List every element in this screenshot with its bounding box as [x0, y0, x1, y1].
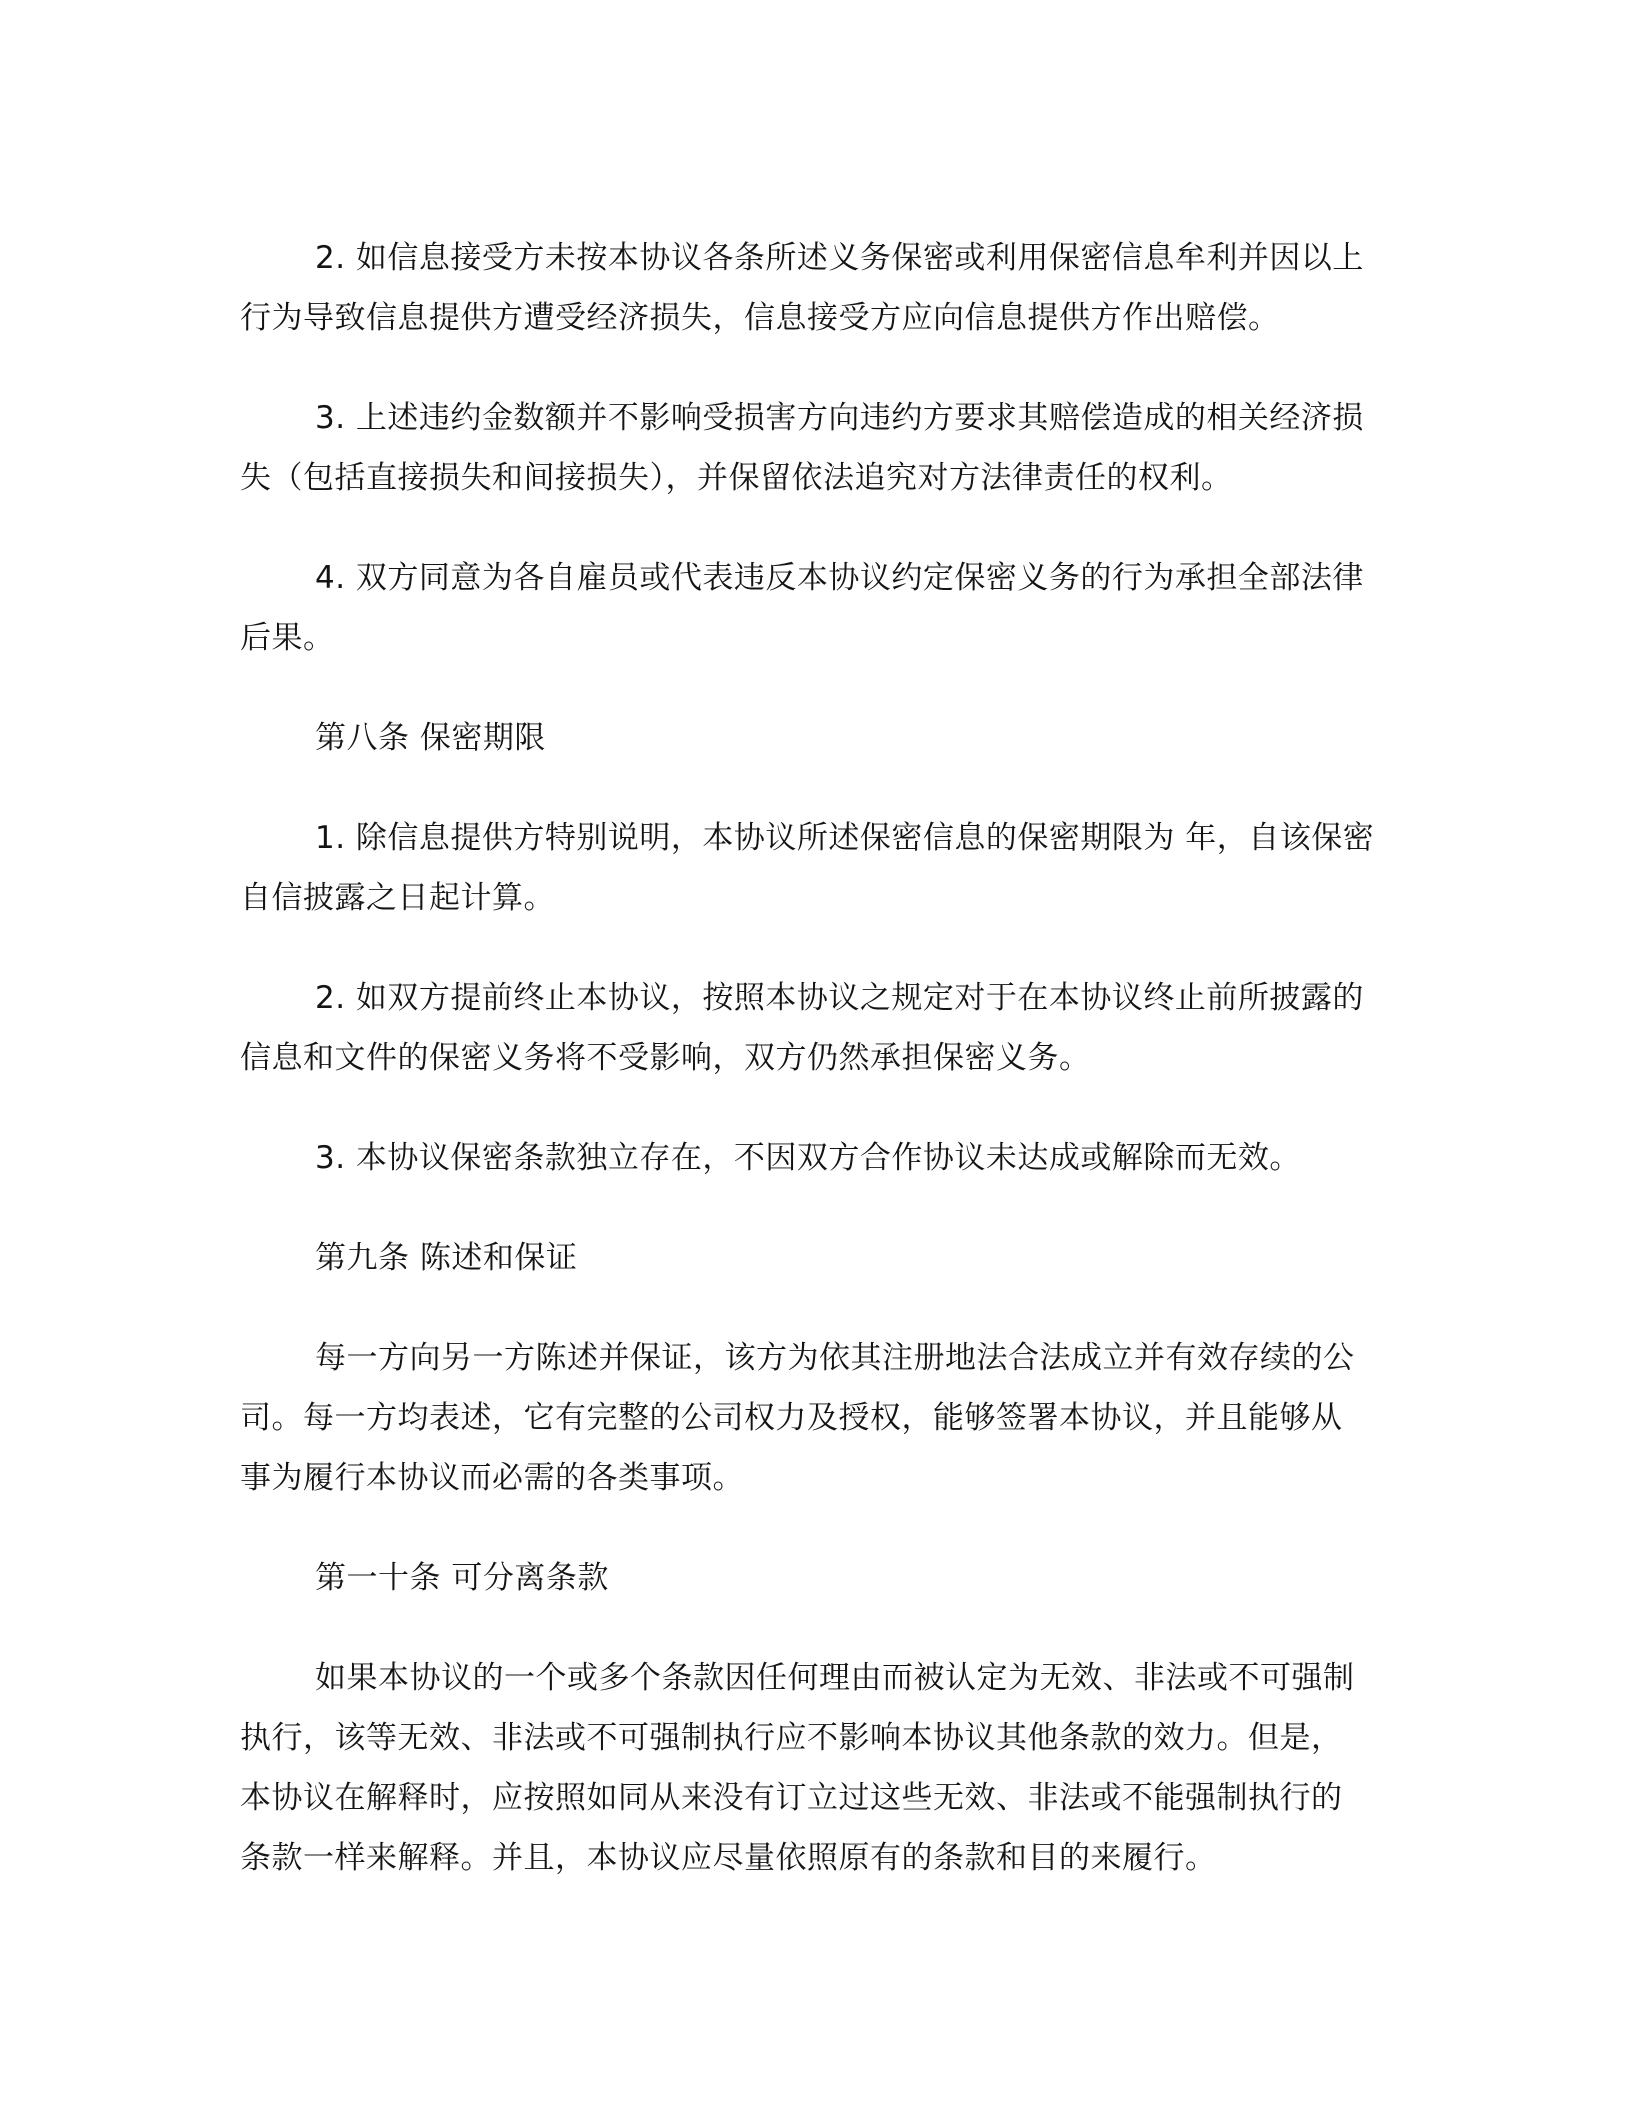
paragraph-line: 本协议在解释时，应按照如同从来没有订立过这些无效、非法或不能强制执行的 — [240, 1780, 1343, 1816]
article-8-heading — [240, 708, 1390, 768]
clause-7-item-2 — [240, 228, 1390, 348]
article-9-body — [240, 1328, 1390, 1508]
paragraph-line: 执行，该等无效、非法或不可强制执行应不影响本协议其他条款的效力。但是， — [240, 1720, 1343, 1756]
paragraph-line: 后果。 — [240, 620, 335, 656]
paragraph-line: 司。每一方均表述，它有完整的公司权力及授权，能够签署本协议，并且能够从 — [240, 1400, 1343, 1436]
paragraph-line: 2. 如双方提前终止本协议，按照本协议之规定对于在本协议终止前所披露的 — [315, 980, 1364, 1016]
paragraph-line: 3. 上述违约金数额并不影响受损害方向违约方要求其赔偿造成的相关经济损 — [315, 400, 1364, 436]
section-heading: 第一十条 可分离条款 — [315, 1560, 609, 1596]
article-8-item-3 — [240, 1128, 1390, 1188]
section-heading: 第八条 保密期限 — [315, 720, 546, 756]
article-8-item-1 — [240, 808, 1390, 928]
clause-7-item-4 — [240, 548, 1390, 668]
article-10-heading — [240, 1548, 1390, 1608]
paragraph-line: 行为导致信息提供方遭受经济损失，信息接受方应向信息提供方作出赔偿。 — [240, 300, 1280, 336]
article-9-heading — [240, 1228, 1390, 1288]
article-8-item-2 — [240, 968, 1390, 1088]
paragraph-line: 失（包括直接损失和间接损失），并保留依法追究对方法律责任的权利。 — [240, 460, 1233, 496]
article-10-body — [240, 1648, 1390, 1888]
paragraph-line: 每一方向另一方陈述并保证，该方为依其注册地法合法成立并有效存续的公 — [315, 1340, 1355, 1376]
clause-7-item-3 — [240, 388, 1390, 508]
paragraph-line: 1. 除信息提供方特别说明，本协议所述保密信息的保密期限为 年，自该保密 — [315, 820, 1375, 856]
paragraph-line: 事为履行本协议而必需的各类事项。 — [240, 1460, 744, 1496]
paragraph-line: 如果本协议的一个或多个条款因任何理由而被认定为无效、非法或不可强制 — [315, 1660, 1355, 1696]
paragraph-line: 2. 如信息接受方未按本协议各条所述义务保密或利用保密信息牟利并因以上 — [315, 240, 1364, 276]
paragraph-line: 3. 本协议保密条款独立存在，不因双方合作协议未达成或解除而无效。 — [315, 1140, 1301, 1176]
paragraph-line: 信息和文件的保密义务将不受影响，双方仍然承担保密义务。 — [240, 1040, 1091, 1076]
paragraph-line: 4. 双方同意为各自雇员或代表违反本协议约定保密义务的行为承担全部法律 — [315, 560, 1364, 596]
paragraph-line: 自信披露之日起计算。 — [240, 880, 555, 916]
section-heading: 第九条 陈述和保证 — [315, 1240, 578, 1276]
paragraph-line: 条款一样来解释。并且，本协议应尽量依照原有的条款和目的来履行。 — [240, 1840, 1217, 1876]
